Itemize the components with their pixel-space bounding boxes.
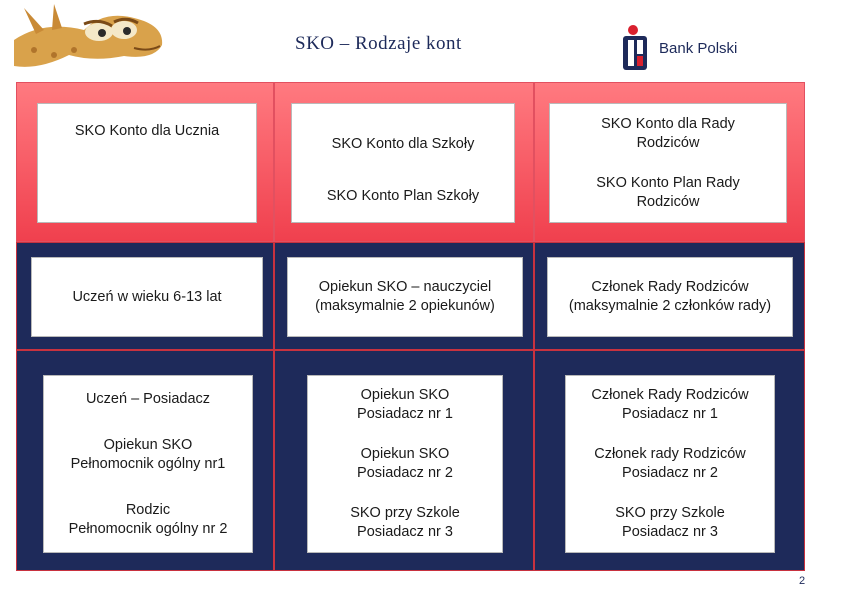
student-holders-box [43, 375, 253, 553]
council-member-box [547, 257, 793, 337]
cell-council-member [534, 242, 805, 350]
student-eligibility-text: Uczeń w wieku 6-13 lat [72, 288, 222, 305]
piggy-bank-icon [619, 24, 653, 72]
parents-council-account-box [549, 103, 787, 223]
holder-line-2: Opiekun SKO Pełnomocnik ogólny nr1 [70, 436, 226, 472]
cell-council-holders [534, 350, 805, 571]
cell-school-account [274, 82, 534, 242]
school-account-box [291, 103, 515, 223]
account-types-grid [16, 82, 805, 571]
pko-bank-polski-logo [619, 24, 737, 72]
student-eligibility-box [31, 257, 263, 337]
council-holders-box [565, 375, 775, 553]
cell-student-account [16, 82, 274, 242]
holder-line-1: Członek Rady Rodziców Posiadacz nr 1 [591, 387, 749, 423]
holder-line-1: Uczeń – Posiadacz [85, 390, 211, 407]
school-account-label: SKO Konto dla Szkoły [331, 135, 475, 152]
cell-student-eligibility [16, 242, 274, 350]
student-account-box [37, 103, 257, 223]
giraffe-mascot-image [14, 0, 174, 72]
school-plan-label: SKO Konto Plan Szkoły [326, 187, 480, 204]
parents-council-account-label: SKO Konto dla Rady Rodziców [601, 115, 735, 151]
page-title: SKO – Rodzaje kont [295, 33, 462, 54]
school-holders-box [307, 375, 503, 553]
school-guardian-text: Opiekun SKO – nauczyciel (maksymalnie 2 opiekunów) [315, 279, 495, 314]
holder-line-2: Członek rady Rodziców Posiadacz nr 2 [594, 445, 746, 481]
bank-name: Bank Polski [659, 39, 738, 57]
holder-line-2: Opiekun SKO Posiadacz nr 2 [357, 445, 453, 481]
cell-parents-council-account [534, 82, 805, 242]
student-account-label: SKO Konto dla Ucznia [74, 123, 220, 139]
holder-line-1: Opiekun SKO Posiadacz nr 1 [357, 387, 453, 423]
cell-school-guardian [274, 242, 534, 350]
holder-line-3: SKO przy Szkole Posiadacz nr 3 [615, 504, 725, 540]
holder-line-3: SKO przy Szkole Posiadacz nr 3 [350, 504, 460, 540]
holder-line-3: Rodzic Pełnomocnik ogólny nr 2 [68, 501, 228, 537]
page-number: 2 [799, 575, 806, 587]
school-guardian-box [287, 257, 523, 337]
parents-council-plan-label: SKO Konto Plan Rady Rodziców [596, 174, 740, 210]
cell-school-holders [274, 350, 534, 571]
council-member-text: Członek Rady Rodziców (maksymalnie 2 członków rady) [568, 279, 772, 314]
cell-student-holders [16, 350, 274, 571]
